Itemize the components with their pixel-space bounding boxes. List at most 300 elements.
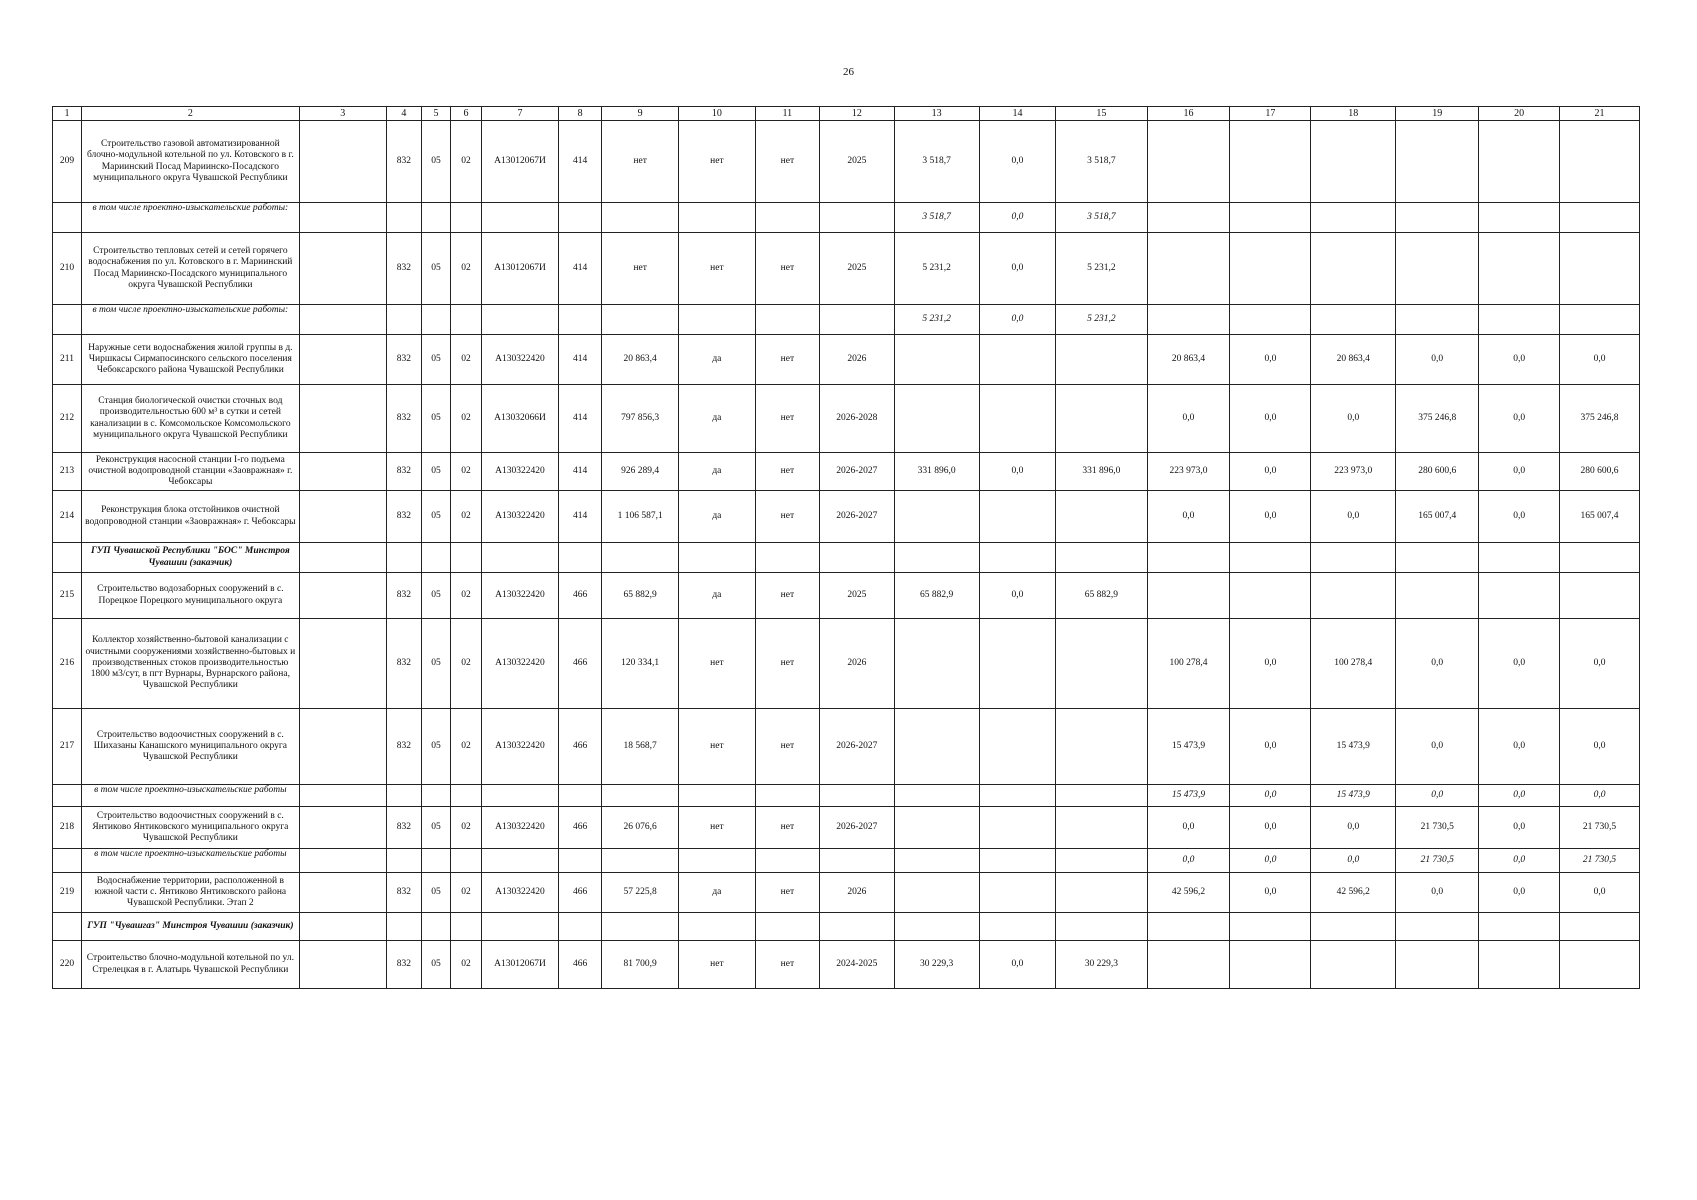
- budget-table: [52, 106, 1640, 989]
- table-cell-col-10: да: [679, 491, 756, 543]
- table-cell-col-17: 0,0: [1230, 453, 1311, 491]
- table-cell-col-20: 0,0: [1479, 785, 1560, 807]
- table-cell-col-1: 211: [53, 335, 82, 385]
- table-cell-col-9: 65 882,9: [602, 573, 679, 619]
- table-cell-col-18: [1311, 203, 1396, 233]
- table-cell-col-13: 3 518,7: [894, 121, 979, 203]
- table-cell-col-17: [1230, 573, 1311, 619]
- table-row: [53, 573, 1640, 619]
- table-cell-col-15: 5 231,2: [1056, 305, 1147, 335]
- table-cell-col-7: A130322420: [482, 619, 559, 709]
- table-cell-col-10: нет: [679, 619, 756, 709]
- table-cell-col-16: 0,0: [1147, 807, 1230, 849]
- table-cell-col-3: [299, 619, 386, 709]
- table-cell-col-1: [53, 913, 82, 941]
- table-cell-col-14: 0,0: [979, 203, 1056, 233]
- column-header-10: 10: [679, 107, 756, 121]
- table-cell-col-13: [894, 849, 979, 873]
- table-cell-col-7: [482, 543, 559, 573]
- table-cell-col-20: 0,0: [1479, 619, 1560, 709]
- table-cell-col-9: [602, 543, 679, 573]
- table-cell-col-5: [421, 849, 450, 873]
- object-name-cell: ГУП "Чувашгаз" Минстроя Чувашии (заказчик): [82, 913, 300, 941]
- table-cell-col-13: [894, 619, 979, 709]
- table-cell-col-4: 832: [386, 453, 421, 491]
- table-cell-col-21: [1560, 203, 1640, 233]
- table-cell-col-10: нет: [679, 121, 756, 203]
- table-cell-col-15: 5 231,2: [1056, 233, 1147, 305]
- table-cell-col-19: [1396, 233, 1479, 305]
- table-cell-col-15: 30 229,3: [1056, 941, 1147, 989]
- table-cell-col-12: [820, 913, 895, 941]
- table-cell-col-19: [1396, 543, 1479, 573]
- table-cell-col-20: 0,0: [1479, 873, 1560, 913]
- table-cell-col-17: [1230, 203, 1311, 233]
- table-cell-col-1: 213: [53, 453, 82, 491]
- table-cell-col-7: A130322420: [482, 453, 559, 491]
- table-cell-col-9: 26 076,6: [602, 807, 679, 849]
- table-row: [53, 453, 1640, 491]
- table-cell-col-14: 0,0: [979, 121, 1056, 203]
- table-cell-col-14: [979, 619, 1056, 709]
- table-cell-col-9: нет: [602, 121, 679, 203]
- table-cell-col-5: 05: [421, 709, 450, 785]
- table-cell-col-12: 2026-2027: [820, 491, 895, 543]
- table-cell-col-19: 0,0: [1396, 335, 1479, 385]
- table-cell-col-6: 02: [451, 941, 482, 989]
- table-cell-col-3: [299, 305, 386, 335]
- table-cell-col-12: 2024-2025: [820, 941, 895, 989]
- table-cell-col-7: A130322420: [482, 873, 559, 913]
- table-cell-col-5: 05: [421, 233, 450, 305]
- table-cell-col-13: [894, 913, 979, 941]
- table-cell-col-19: [1396, 121, 1479, 203]
- table-cell-col-1: [53, 849, 82, 873]
- column-header-8: 8: [558, 107, 602, 121]
- table-cell-col-1: [53, 203, 82, 233]
- table-cell-col-4: 832: [386, 807, 421, 849]
- table-cell-col-5: [421, 785, 450, 807]
- table-cell-col-21: [1560, 121, 1640, 203]
- table-cell-col-20: [1479, 543, 1560, 573]
- table-cell-col-5: [421, 913, 450, 941]
- table-cell-col-5: [421, 305, 450, 335]
- table-cell-col-11: [755, 203, 819, 233]
- table-cell-col-10: [679, 785, 756, 807]
- table-cell-col-3: [299, 491, 386, 543]
- table-row: [53, 385, 1640, 453]
- table-cell-col-9: 1 106 587,1: [602, 491, 679, 543]
- table-cell-col-18: 0,0: [1311, 385, 1396, 453]
- table-cell-col-8: 466: [558, 619, 602, 709]
- table-cell-col-6: 02: [451, 807, 482, 849]
- table-cell-col-21: 165 007,4: [1560, 491, 1640, 543]
- column-header-4: 4: [386, 107, 421, 121]
- table-cell-col-16: [1147, 543, 1230, 573]
- object-name-cell: Строительство водоочистных сооружений в с. Шихазаны Канашского муниципального округа Чувашской Республики: [82, 709, 300, 785]
- table-cell-col-21: 0,0: [1560, 873, 1640, 913]
- table-cell-col-6: 02: [451, 573, 482, 619]
- table-cell-col-9: 57 225,8: [602, 873, 679, 913]
- table-cell-col-15: [1056, 709, 1147, 785]
- table-cell-col-14: [979, 807, 1056, 849]
- table-cell-col-19: [1396, 913, 1479, 941]
- table-cell-col-6: [451, 913, 482, 941]
- table-cell-col-12: [820, 203, 895, 233]
- table-cell-col-11: [755, 305, 819, 335]
- table-cell-col-20: [1479, 305, 1560, 335]
- table-cell-col-20: 0,0: [1479, 709, 1560, 785]
- table-cell-col-20: 0,0: [1479, 335, 1560, 385]
- table-cell-col-11: нет: [755, 873, 819, 913]
- table-cell-col-15: [1056, 335, 1147, 385]
- table-cell-col-15: 3 518,7: [1056, 203, 1147, 233]
- table-cell-col-12: 2026: [820, 873, 895, 913]
- table-cell-col-5: [421, 543, 450, 573]
- table-cell-col-12: 2025: [820, 121, 895, 203]
- table-cell-col-21: [1560, 305, 1640, 335]
- table-cell-col-21: [1560, 233, 1640, 305]
- table-cell-col-4: 832: [386, 491, 421, 543]
- table-cell-col-14: 0,0: [979, 305, 1056, 335]
- table-cell-col-10: [679, 849, 756, 873]
- column-header-15: 15: [1056, 107, 1147, 121]
- table-cell-col-3: [299, 121, 386, 203]
- table-cell-col-15: [1056, 873, 1147, 913]
- table-cell-col-21: [1560, 543, 1640, 573]
- table-cell-col-7: [482, 305, 559, 335]
- table-cell-col-3: [299, 849, 386, 873]
- object-name-cell: Реконструкция блока отстойников очистной водопроводной станции «Заовражная» г. Чебоксары: [82, 491, 300, 543]
- table-cell-col-9: 120 334,1: [602, 619, 679, 709]
- table-cell-col-17: [1230, 233, 1311, 305]
- table-cell-col-5: 05: [421, 453, 450, 491]
- table-cell-col-4: 832: [386, 873, 421, 913]
- column-header-3: 3: [299, 107, 386, 121]
- table-cell-col-9: 20 863,4: [602, 335, 679, 385]
- table-cell-col-21: 0,0: [1560, 709, 1640, 785]
- table-cell-col-18: [1311, 233, 1396, 305]
- object-name-cell: в том числе проектно-изыскательские работы:: [82, 203, 300, 233]
- table-cell-col-18: [1311, 573, 1396, 619]
- table-cell-col-10: нет: [679, 807, 756, 849]
- table-cell-col-1: 220: [53, 941, 82, 989]
- table-cell-col-16: 0,0: [1147, 385, 1230, 453]
- table-cell-col-19: 21 730,5: [1396, 807, 1479, 849]
- table-cell-col-21: 375 246,8: [1560, 385, 1640, 453]
- table-cell-col-4: 832: [386, 233, 421, 305]
- table-cell-col-21: [1560, 913, 1640, 941]
- table-row: [53, 873, 1640, 913]
- table-cell-col-5: 05: [421, 873, 450, 913]
- table-cell-col-18: 15 473,9: [1311, 709, 1396, 785]
- table-cell-col-21: 0,0: [1560, 785, 1640, 807]
- column-header-16: 16: [1147, 107, 1230, 121]
- object-name-cell: Строительство водоочистных сооружений в с. Янтиково Янтиковского муниципального округа Чувашской Республики: [82, 807, 300, 849]
- table-cell-col-5: 05: [421, 573, 450, 619]
- group-header-row: [53, 913, 1640, 941]
- table-cell-col-13: 5 231,2: [894, 233, 979, 305]
- table-cell-col-1: 216: [53, 619, 82, 709]
- table-cell-col-17: [1230, 913, 1311, 941]
- table-cell-col-1: [53, 543, 82, 573]
- table-cell-col-13: [894, 785, 979, 807]
- table-cell-col-12: [820, 785, 895, 807]
- table-cell-col-9: [602, 203, 679, 233]
- table-cell-col-12: 2025: [820, 233, 895, 305]
- table-cell-col-11: [755, 913, 819, 941]
- table-cell-col-3: [299, 709, 386, 785]
- table-cell-col-17: [1230, 543, 1311, 573]
- table-cell-col-20: 0,0: [1479, 849, 1560, 873]
- table-cell-col-5: 05: [421, 807, 450, 849]
- table-cell-col-17: 0,0: [1230, 385, 1311, 453]
- table-cell-col-16: 0,0: [1147, 491, 1230, 543]
- table-cell-col-14: [979, 709, 1056, 785]
- table-cell-col-12: 2026-2027: [820, 807, 895, 849]
- table-cell-col-10: [679, 543, 756, 573]
- object-name-cell: Коллектор хозяйственно-бытовой канализации с очистными сооружениями хозяйственно-бытовых и производственных стоков производительностью 1800 м3/сут, в пгт Вурнары, Вурнарского района, Чувашской Республики: [82, 619, 300, 709]
- table-cell-col-19: 0,0: [1396, 709, 1479, 785]
- table-cell-col-12: 2026-2027: [820, 709, 895, 785]
- column-header-18: 18: [1311, 107, 1396, 121]
- table-cell-col-20: [1479, 203, 1560, 233]
- table-cell-col-15: [1056, 849, 1147, 873]
- table-cell-col-5: 05: [421, 335, 450, 385]
- table-cell-col-21: [1560, 941, 1640, 989]
- column-header-9: 9: [602, 107, 679, 121]
- table-cell-col-18: [1311, 305, 1396, 335]
- table-cell-col-6: 02: [451, 709, 482, 785]
- column-header-6: 6: [451, 107, 482, 121]
- table-cell-col-8: 414: [558, 385, 602, 453]
- object-name-cell: Строительство водозаборных сооружений в с. Порецкое Порецкого муниципального округа: [82, 573, 300, 619]
- table-cell-col-18: [1311, 543, 1396, 573]
- table-cell-col-3: [299, 543, 386, 573]
- table-cell-col-13: 331 896,0: [894, 453, 979, 491]
- table-cell-col-14: [979, 873, 1056, 913]
- table-cell-col-5: 05: [421, 385, 450, 453]
- table-cell-col-16: 0,0: [1147, 849, 1230, 873]
- object-name-cell: Станция биологической очистки сточных вод производительностью 600 м³ в сутки и сетей канализации в с. Комсомольское Комсомольского муниципального округа Чувашской Республики: [82, 385, 300, 453]
- table-cell-col-3: [299, 807, 386, 849]
- table-cell-col-11: [755, 849, 819, 873]
- table-cell-col-8: [558, 305, 602, 335]
- table-cell-col-9: [602, 849, 679, 873]
- table-cell-col-4: 832: [386, 335, 421, 385]
- table-cell-col-12: [820, 305, 895, 335]
- table-cell-col-7: A13012067И: [482, 233, 559, 305]
- table-cell-col-13: [894, 543, 979, 573]
- table-cell-col-7: A130322420: [482, 491, 559, 543]
- table-cell-col-17: 0,0: [1230, 785, 1311, 807]
- table-cell-col-19: 280 600,6: [1396, 453, 1479, 491]
- column-header-21: 21: [1560, 107, 1640, 121]
- table-cell-col-10: да: [679, 385, 756, 453]
- table-cell-col-9: нет: [602, 233, 679, 305]
- table-cell-col-1: 218: [53, 807, 82, 849]
- table-cell-col-16: 15 473,9: [1147, 785, 1230, 807]
- table-cell-col-19: [1396, 573, 1479, 619]
- table-cell-col-16: [1147, 573, 1230, 619]
- table-cell-col-13: [894, 491, 979, 543]
- table-cell-col-8: [558, 203, 602, 233]
- table-cell-col-19: [1396, 203, 1479, 233]
- table-cell-col-21: 21 730,5: [1560, 807, 1640, 849]
- table-cell-col-3: [299, 453, 386, 491]
- table-cell-col-1: [53, 785, 82, 807]
- table-cell-col-19: 21 730,5: [1396, 849, 1479, 873]
- table-cell-col-4: 832: [386, 709, 421, 785]
- table-cell-col-11: нет: [755, 385, 819, 453]
- table-cell-col-15: [1056, 491, 1147, 543]
- table-cell-col-17: 0,0: [1230, 619, 1311, 709]
- table-cell-col-16: 100 278,4: [1147, 619, 1230, 709]
- table-cell-col-6: [451, 785, 482, 807]
- table-cell-col-11: [755, 785, 819, 807]
- table-cell-col-7: A130322420: [482, 807, 559, 849]
- table-cell-col-10: [679, 913, 756, 941]
- table-cell-col-3: [299, 573, 386, 619]
- table-cell-col-4: 832: [386, 121, 421, 203]
- table-cell-col-8: [558, 785, 602, 807]
- table-cell-col-13: [894, 807, 979, 849]
- column-header-19: 19: [1396, 107, 1479, 121]
- table-cell-col-10: [679, 203, 756, 233]
- table-cell-col-6: 02: [451, 121, 482, 203]
- table-cell-col-13: [894, 335, 979, 385]
- table-cell-col-18: [1311, 121, 1396, 203]
- table-cell-col-9: 18 568,7: [602, 709, 679, 785]
- table-cell-col-9: [602, 913, 679, 941]
- column-header-5: 5: [421, 107, 450, 121]
- object-name-cell: Водоснабжение территории, расположенной в южной части с. Янтиково Янтиковского района Чувашской Республики. Этап 2: [82, 873, 300, 913]
- table-cell-col-16: [1147, 121, 1230, 203]
- table-cell-col-12: 2026: [820, 619, 895, 709]
- table-cell-col-11: [755, 543, 819, 573]
- table-cell-col-14: [979, 849, 1056, 873]
- object-name-cell: ГУП Чувашской Республики "БОС" Минстроя Чувашии (заказчик): [82, 543, 300, 573]
- table-cell-col-5: 05: [421, 121, 450, 203]
- table-cell-col-15: [1056, 913, 1147, 941]
- table-cell-col-7: A13012067И: [482, 941, 559, 989]
- table-cell-col-7: [482, 785, 559, 807]
- column-header-2: 2: [82, 107, 300, 121]
- table-cell-col-8: [558, 849, 602, 873]
- table-cell-col-1: 217: [53, 709, 82, 785]
- group-header-row: [53, 543, 1640, 573]
- table-row: [53, 941, 1640, 989]
- table-cell-col-11: нет: [755, 619, 819, 709]
- table-cell-col-6: [451, 849, 482, 873]
- table-cell-col-19: 0,0: [1396, 785, 1479, 807]
- table-cell-col-16: 20 863,4: [1147, 335, 1230, 385]
- table-cell-col-19: 375 246,8: [1396, 385, 1479, 453]
- table-cell-col-12: 2026-2027: [820, 453, 895, 491]
- table-cell-col-8: 466: [558, 709, 602, 785]
- table-cell-col-1: 215: [53, 573, 82, 619]
- table-cell-col-14: [979, 335, 1056, 385]
- table-cell-col-15: [1056, 385, 1147, 453]
- table-cell-col-17: [1230, 121, 1311, 203]
- table-cell-col-20: [1479, 121, 1560, 203]
- table-cell-col-11: нет: [755, 709, 819, 785]
- table-cell-col-18: 0,0: [1311, 849, 1396, 873]
- table-cell-col-4: 832: [386, 573, 421, 619]
- table-cell-col-14: [979, 491, 1056, 543]
- table-cell-col-16: [1147, 233, 1230, 305]
- table-cell-col-6: [451, 543, 482, 573]
- table-cell-col-4: 832: [386, 385, 421, 453]
- subtotal-row: [53, 305, 1640, 335]
- table-cell-col-15: 65 882,9: [1056, 573, 1147, 619]
- table-cell-col-15: [1056, 807, 1147, 849]
- table-cell-col-6: 02: [451, 233, 482, 305]
- column-header-13: 13: [894, 107, 979, 121]
- table-cell-col-14: [979, 785, 1056, 807]
- table-cell-col-11: нет: [755, 233, 819, 305]
- table-cell-col-10: да: [679, 335, 756, 385]
- table-cell-col-14: [979, 543, 1056, 573]
- table-cell-col-6: 02: [451, 873, 482, 913]
- table-cell-col-15: [1056, 619, 1147, 709]
- table-cell-col-16: [1147, 913, 1230, 941]
- table-cell-col-18: 0,0: [1311, 491, 1396, 543]
- column-header-11: 11: [755, 107, 819, 121]
- table-cell-col-6: 02: [451, 335, 482, 385]
- table-cell-col-18: [1311, 913, 1396, 941]
- column-header-1: 1: [53, 107, 82, 121]
- table-cell-col-16: [1147, 305, 1230, 335]
- table-cell-col-20: [1479, 573, 1560, 619]
- table-cell-col-3: [299, 785, 386, 807]
- table-cell-col-18: 42 596,2: [1311, 873, 1396, 913]
- table-cell-col-16: [1147, 203, 1230, 233]
- table-cell-col-3: [299, 873, 386, 913]
- table-cell-col-18: 223 973,0: [1311, 453, 1396, 491]
- table-cell-col-4: 832: [386, 619, 421, 709]
- table-cell-col-11: нет: [755, 491, 819, 543]
- table-cell-col-19: 165 007,4: [1396, 491, 1479, 543]
- page-number: 26: [843, 66, 854, 78]
- table-cell-col-21: 0,0: [1560, 335, 1640, 385]
- table-cell-col-1: 209: [53, 121, 82, 203]
- table-cell-col-7: A130322420: [482, 709, 559, 785]
- table-cell-col-21: [1560, 573, 1640, 619]
- table-cell-col-8: 466: [558, 807, 602, 849]
- table-cell-col-1: 210: [53, 233, 82, 305]
- table-cell-col-1: 212: [53, 385, 82, 453]
- table-cell-col-15: [1056, 543, 1147, 573]
- table-cell-col-7: [482, 849, 559, 873]
- table-cell-col-12: [820, 543, 895, 573]
- subtotal-row: [53, 203, 1640, 233]
- table-cell-col-17: 0,0: [1230, 807, 1311, 849]
- table-cell-col-1: 214: [53, 491, 82, 543]
- table-cell-col-20: 0,0: [1479, 491, 1560, 543]
- table-cell-col-3: [299, 385, 386, 453]
- table-cell-col-8: [558, 543, 602, 573]
- table-cell-col-7: A13032066И: [482, 385, 559, 453]
- table-cell-col-5: 05: [421, 941, 450, 989]
- object-name-cell: в том числе проектно-изыскательские работы: [82, 849, 300, 873]
- table-cell-col-18: 0,0: [1311, 807, 1396, 849]
- table-cell-col-4: [386, 785, 421, 807]
- table-cell-col-13: 30 229,3: [894, 941, 979, 989]
- table-cell-col-20: 0,0: [1479, 385, 1560, 453]
- table-cell-col-7: [482, 203, 559, 233]
- table-cell-col-14: 0,0: [979, 941, 1056, 989]
